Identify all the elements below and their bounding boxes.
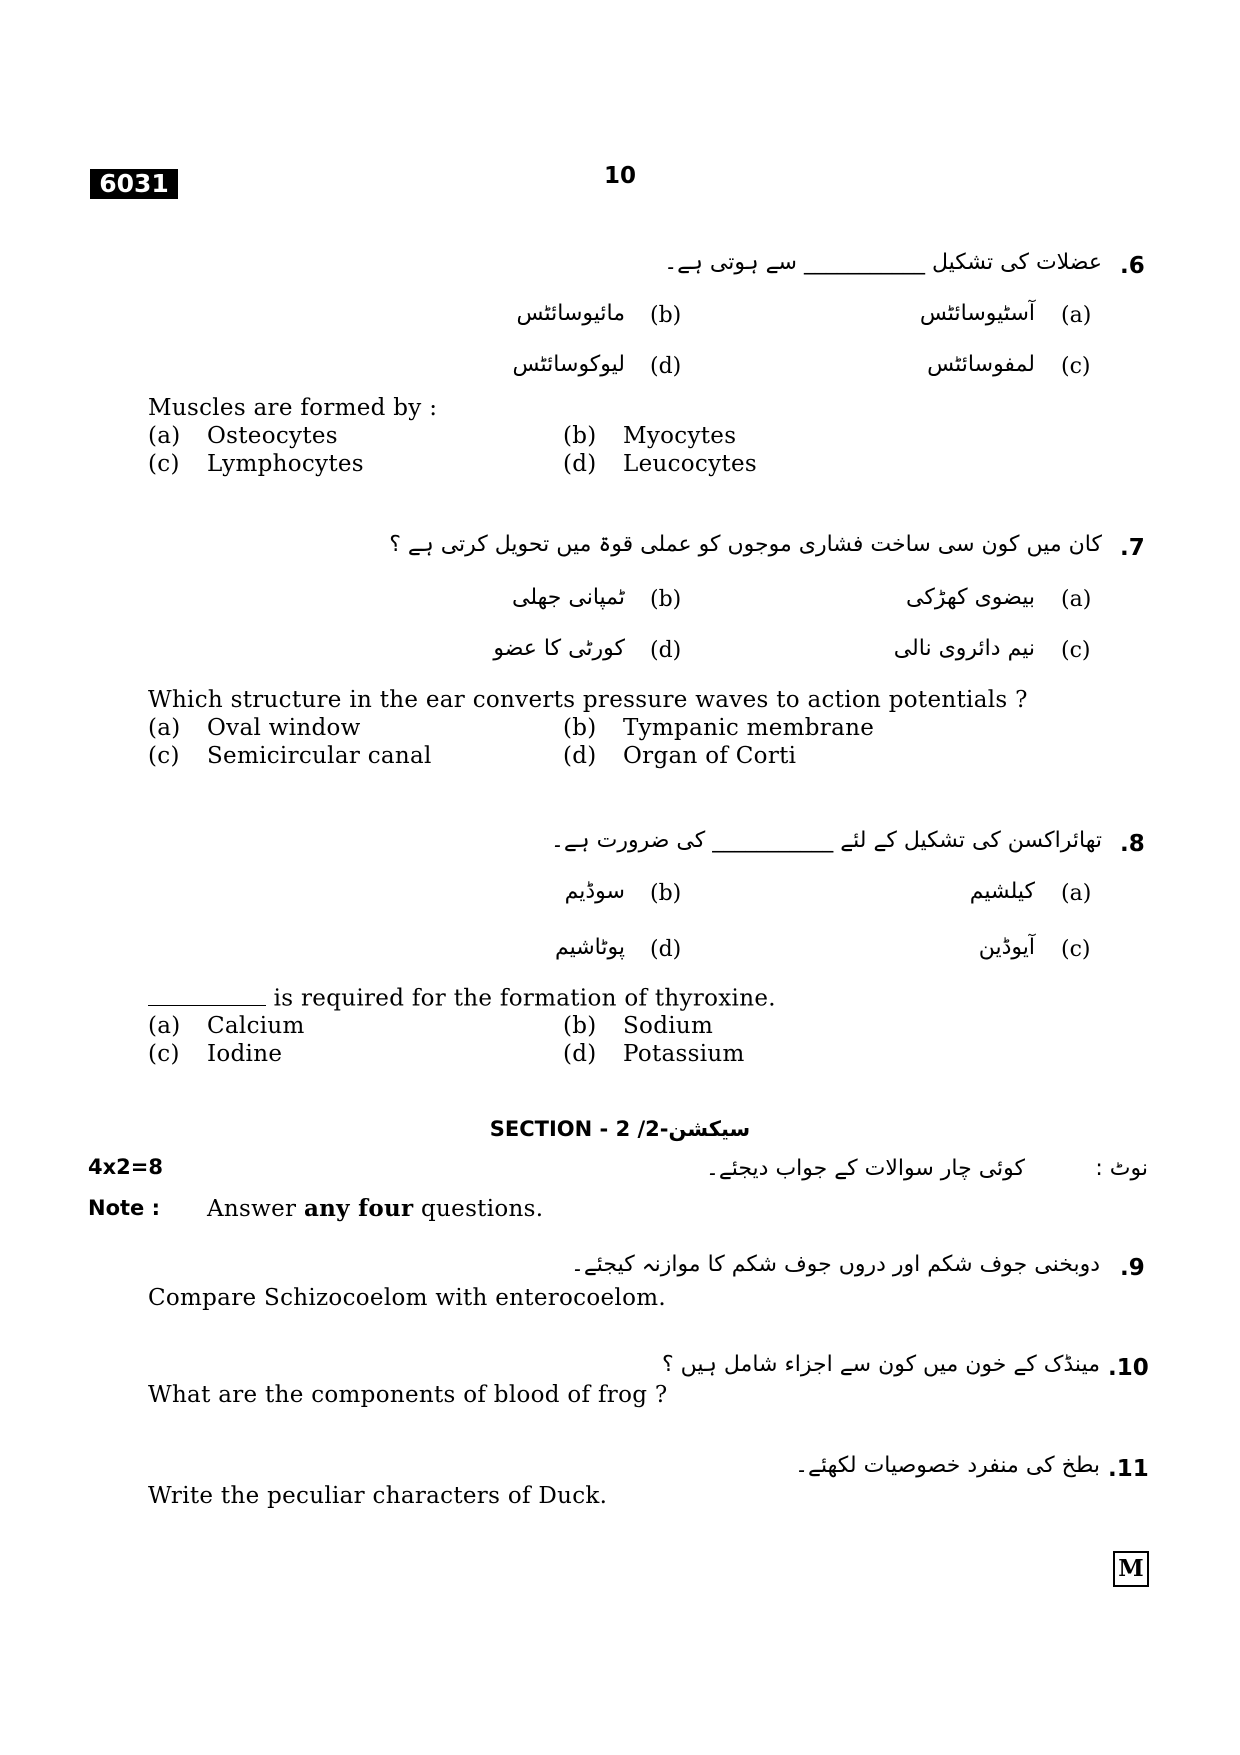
question-number: .7	[1120, 535, 1145, 561]
urdu-option-label: (d)	[650, 937, 682, 962]
urdu-question-stem: عضلات کی تشکیل ___________ سے ہوتی ہے۔	[664, 250, 1102, 275]
english-question-stem: is required for the formation of thyroxine.	[273, 985, 776, 1012]
urdu-option-label: (c)	[1061, 937, 1091, 962]
footer-mark-box: M	[1113, 1551, 1149, 1587]
option-label: (d)	[563, 743, 597, 769]
option-text: Tympanic membrane	[623, 715, 875, 741]
urdu-option-label: (b)	[650, 303, 682, 328]
urdu-option-label: (c)	[1061, 354, 1091, 379]
option-text: Sodium	[623, 1013, 714, 1039]
section-marks: 4x2=8	[88, 1155, 163, 1179]
english-question-stem-line	[148, 984, 776, 1013]
urdu-option-a: بیضوی کھڑکی	[906, 585, 1035, 610]
option-label: (b)	[563, 423, 597, 449]
option-text: Calcium	[207, 1013, 305, 1039]
option-label: (b)	[563, 1013, 597, 1039]
option-text: Semicircular canal	[207, 743, 432, 769]
fill-in-blank	[148, 984, 266, 1006]
urdu-question: مینڈک کے خون میں کون سے اجزاء شامل ہیں ؟	[661, 1352, 1100, 1377]
urdu-option-label: (b)	[650, 587, 682, 612]
option-text: Organ of Corti	[623, 743, 797, 769]
section-title: SECTION - 2 /2-سیکشن	[489, 1117, 751, 1141]
option-text: Oval window	[207, 715, 361, 741]
note-text: Answer any four questions.	[207, 1195, 544, 1222]
urdu-option-b: مائیوسائٹس	[516, 301, 625, 326]
english-question-stem: Muscles are formed by :	[148, 395, 438, 421]
question-number: .10	[1108, 1355, 1149, 1381]
english-question: What are the components of blood of frog ?	[148, 1382, 668, 1408]
option-text: Leucocytes	[623, 451, 757, 477]
urdu-option-b: سوڈیم	[564, 879, 625, 904]
urdu-question: بطخ کی منفرد خصوصیات لکھئے۔	[795, 1453, 1100, 1478]
english-question: Compare Schizocoelom with enterocoelom.	[148, 1285, 666, 1311]
option-label: (c)	[148, 743, 180, 769]
option-label: (a)	[148, 715, 181, 741]
urdu-option-label: (a)	[1061, 881, 1092, 906]
urdu-option-d: لیوکوسائٹس	[512, 352, 625, 377]
option-label: (d)	[563, 451, 597, 477]
urdu-option-label: (a)	[1061, 303, 1092, 328]
english-question: Write the peculiar characters of Duck.	[148, 1483, 608, 1509]
urdu-question-stem: تھائراکسن کی تشکیل کے لئے ___________ کی ضرورت ہے۔	[551, 828, 1102, 853]
question-number: .9	[1120, 1255, 1145, 1281]
urdu-question-stem: کان میں کون سی ساخت فشاری موجوں کو عملی قوۃ میں تحویل کرتی ہے ؟	[389, 532, 1102, 557]
urdu-option-b: ٹمپانی جھلی	[512, 585, 625, 610]
urdu-option-label: (d)	[650, 638, 682, 663]
urdu-option-label: (c)	[1061, 638, 1091, 663]
urdu-question: دوبخنی جوف شکم اور دروں جوف شکم کا موازنہ کیجئے۔	[570, 1252, 1100, 1277]
option-label: (c)	[148, 451, 180, 477]
urdu-option-c: آیوڈین	[978, 935, 1035, 960]
option-text: Lymphocytes	[207, 451, 364, 477]
question-number: .6	[1120, 253, 1145, 279]
note-label: Note :	[88, 1196, 160, 1220]
urdu-option-a: آسٹیوسائٹس	[919, 301, 1035, 326]
urdu-option-label: (d)	[650, 354, 682, 379]
option-label: (a)	[148, 1013, 181, 1039]
note-emphasis: any four	[303, 1195, 414, 1222]
urdu-note-label: نوٹ :	[1095, 1156, 1148, 1181]
urdu-option-label: (b)	[650, 881, 682, 906]
english-question-stem: Which structure in the ear converts pressure waves to action potentials ?	[148, 687, 1028, 713]
paper-code: 6031	[90, 169, 178, 199]
question-number: .8	[1120, 831, 1145, 857]
option-label: (c)	[148, 1041, 180, 1067]
option-label: (a)	[148, 423, 181, 449]
page-number: 10	[603, 163, 636, 189]
urdu-option-a: کیلشیم	[969, 879, 1035, 904]
option-text: Potassium	[623, 1041, 745, 1067]
urdu-option-d: پوٹاشیم	[554, 935, 625, 960]
option-text: Myocytes	[623, 423, 737, 449]
option-label: (b)	[563, 715, 597, 741]
option-text: Osteocytes	[207, 423, 338, 449]
question-number: .11	[1108, 1456, 1149, 1482]
urdu-note-text: کوئی چار سوالات کے جواب دیجئے۔	[705, 1156, 1025, 1181]
option-text: Iodine	[207, 1041, 283, 1067]
option-label: (d)	[563, 1041, 597, 1067]
urdu-option-d: کورٹی کا عضو	[493, 636, 625, 661]
urdu-option-c: نیم دائروی نالی	[893, 636, 1035, 661]
urdu-option-c: لمفوسائٹس	[927, 352, 1035, 377]
urdu-option-label: (a)	[1061, 587, 1092, 612]
